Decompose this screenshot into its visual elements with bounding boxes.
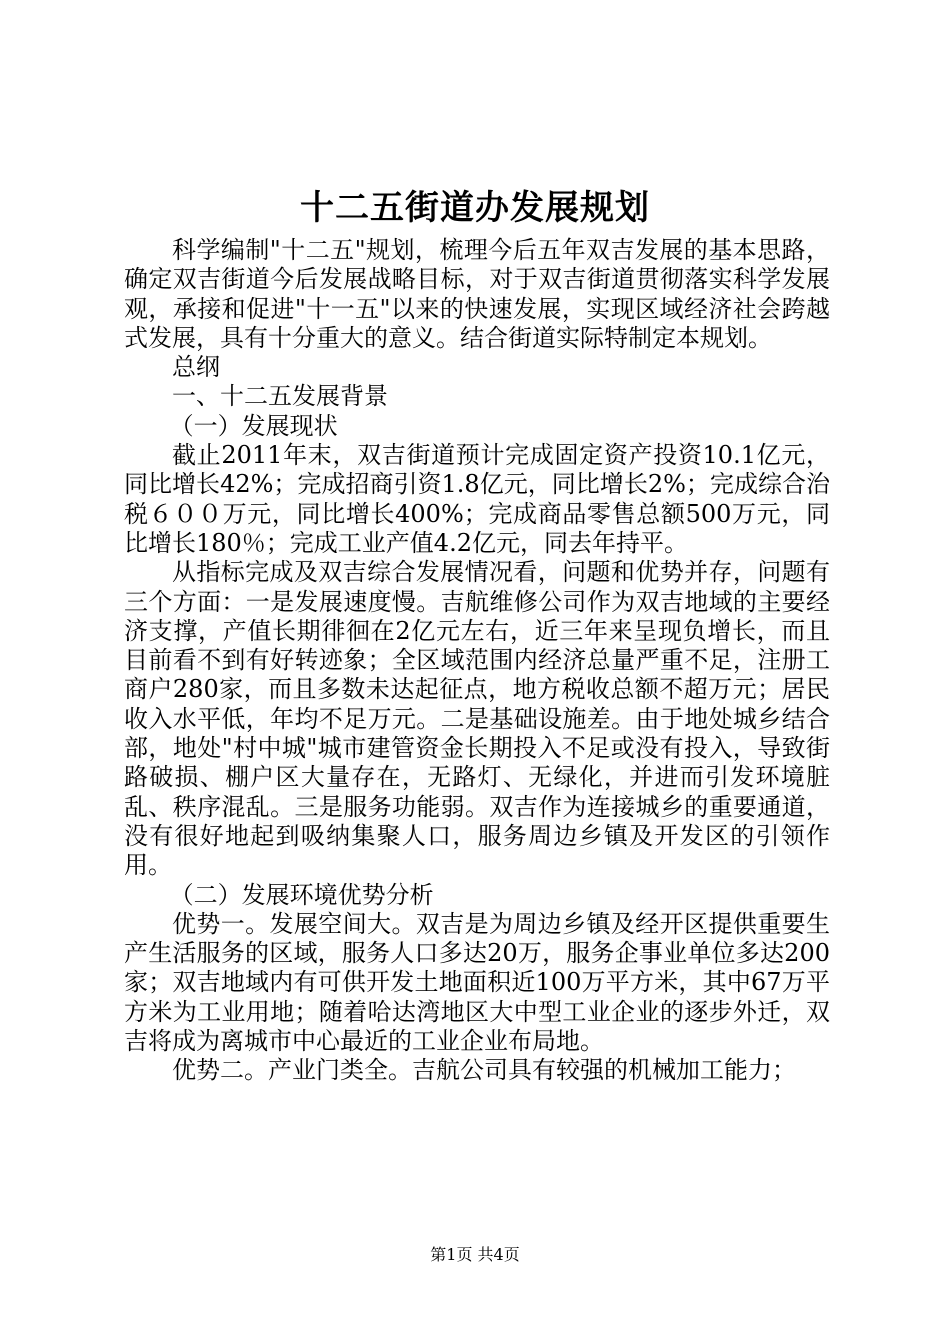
paragraph-advantage-one: 优势一。发展空间大。双吉是为周边乡镇及经开区提供重要生产生活服务的区域，服务人口多达20万，服务企事业单位多达200家；双吉地域内有可供开发土地面积近100万平方米，其中67万平方米为工业用地；随着哈达湾地区大中型工业企业的逐步外迁，双吉将成为离城市中心最近的工业企业布局地。	[124, 909, 830, 1056]
paragraph-advantage-two: 优势二。产业门类全。吉航公司具有较强的机械加工能力；	[172, 1056, 796, 1085]
page-footer: 第1页 共4页	[430, 1245, 520, 1264]
subsection-heading-advantages: （二）发展环境优势分析	[169, 880, 434, 909]
paragraph-intro: 科学编制"十二五"规划，梳理今后五年双吉发展的基本思路，确定双吉街道今后发展战略目标，对于双吉街道贯彻落实科学发展观，承接和促进"十一五"以来的快速发展，实现区域经济社会跨越式发展，具有十分重大的意义。结合街道实际特制定本规划。	[124, 236, 830, 352]
paragraph-problems: 从指标完成及双吉综合发展情况看，问题和优势并存，问题有三个方面：一是发展速度慢。吉航维修公司作为双吉地域的主要经济支撑，产值长期徘徊在2亿元左右，近三年来呈现负增长，而且目前看不到有好转迹象；全区域范围内经济总量严重不足，注册工商户280家，而且多数未达起征点，地方税收总额不超万元；居民收入水平低，年均不足万元。二是基础设施差。由于地处城乡结合部，地处"村中城"城市建管资金长期投入不足或没有投入，导致街路破损、棚户区大量存在，无路灯、无绿化，并进而引发环境脏乱、秩序混乱。三是服务功能弱。双吉作为连接城乡的重要通道，没有很好地起到吸纳集聚人口，服务周边乡镇及开发区的引领作用。	[124, 558, 830, 880]
section-heading-general: 总纲	[172, 353, 220, 382]
document-body	[124, 236, 830, 1086]
paragraph-status: 截止2011年末，双吉街道预计完成固定资产投资10.1亿元，同比增长42%；完成招商引资1.8亿元，同比增长2%；完成综合治税６００万元，同比增长400%；完成商品零售总额500万元，同比增长180％；完成工业产值4.2亿元，同去年持平。	[124, 441, 830, 557]
section-heading-background: 一、十二五发展背景	[172, 382, 388, 411]
subsection-heading-status: （一）发展现状	[169, 411, 338, 440]
document-title: 十二五街道办发展规划	[300, 188, 650, 228]
